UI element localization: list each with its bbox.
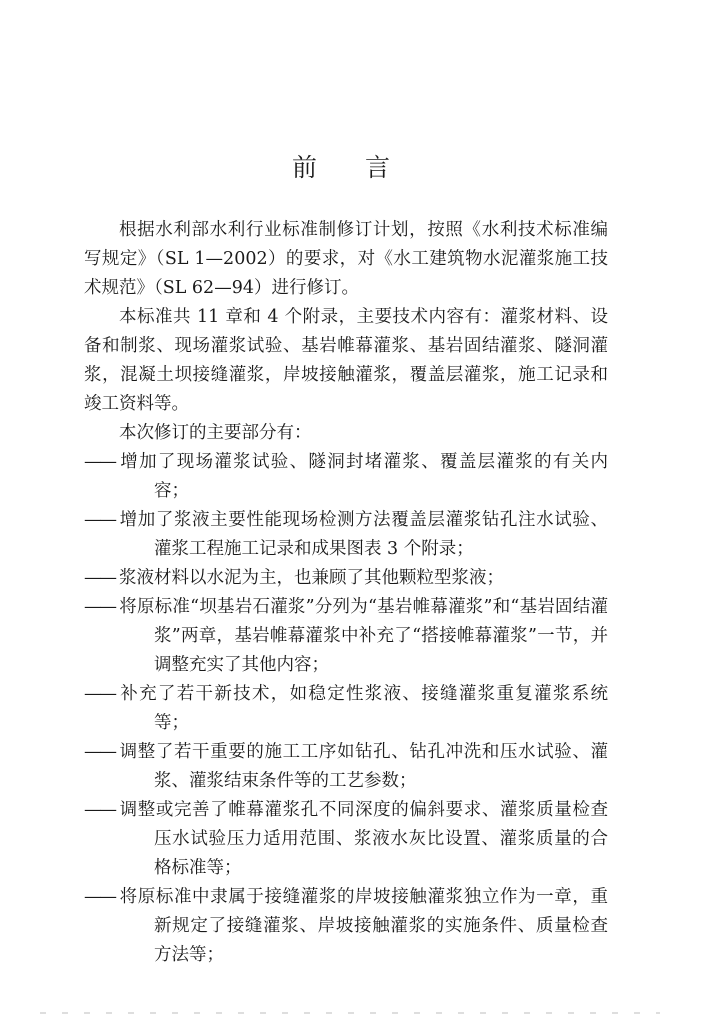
list-item-text: 调整或完善了帷幕灌浆孔不同深度的偏斜要求、灌浆质量检查压水试验压力适用范围、浆液水灰比设置、灌浆质量的合格标准等；	[119, 800, 608, 878]
list-item	[84, 448, 608, 506]
list-dash: ——	[84, 510, 115, 530]
list-dash: ——	[84, 887, 115, 907]
list-item	[84, 796, 608, 883]
list-item-text: 增加了现场灌浆试验、隧洞封堵灌浆、覆盖层灌浆的有关内容；	[119, 452, 608, 501]
page-title: 前言	[291, 153, 438, 182]
list-item-text: 增加了浆液主要性能现场检测方法覆盖层灌浆钻孔注水试验、灌浆工程施工记录和成果图表 3 个附录；	[119, 510, 608, 559]
paragraph-contents-summary: 本标准共 11 章和 4 个附录，主要技术内容有：灌浆材料、设备和制浆、现场灌浆试验、基岩帷幕灌浆、基岩固结灌浆、隧洞灌浆，混凝土坝接缝灌浆，岸坡接触灌浆，覆盖层灌浆，施工记录和竣工资料等。	[84, 307, 608, 414]
list-dash: ——	[84, 597, 115, 617]
list-item	[84, 680, 608, 738]
paragraph-revision-basis: 根据水利部水利行业标准制修订计划，按照《水利技术标准编写规定》（SL 1—2002）的要求，对《水工建筑物水泥灌浆施工技术规范》（SL 62—94）进行修订。	[84, 220, 608, 298]
list-dash: ——	[84, 452, 115, 472]
list-item	[84, 506, 608, 564]
list-dash: ——	[84, 800, 115, 820]
list-dash: ——	[84, 684, 115, 704]
list-item	[84, 593, 608, 680]
list-item	[84, 738, 608, 796]
list-item	[84, 564, 608, 593]
scan-artifact-divider	[40, 1012, 660, 1014]
list-dash: ——	[84, 742, 115, 762]
list-dash: ——	[84, 568, 115, 588]
list-item-text: 补充了若干新技术，如稳定性浆液、接缝灌浆重复灌浆系统等；	[119, 684, 608, 733]
list-item-text: 调整了若干重要的施工工序如钻孔、钻孔冲洗和压水试验、灌浆、灌浆结束条件等的工艺参数；	[119, 742, 608, 791]
list-item	[84, 883, 608, 970]
list-item-text: 将原标准中隶属于接缝灌浆的岸坡接触灌浆独立作为一章，重新规定了接缝灌浆、岸坡接触灌浆的实施条件、质量检查方法等；	[119, 887, 608, 965]
list-item-text: 浆液材料以水泥为主，也兼顾了其他颗粒型浆液；	[119, 568, 504, 588]
list-item-text: 将原标准“坝基岩石灌浆”分列为“基岩帷幕灌浆”和“基岩固结灌浆”两章，基岩帷幕灌浆中补充了“搭接帷幕灌浆”一节，并调整充实了其他内容；	[119, 597, 608, 675]
paragraph-main-changes-intro: 本次修订的主要部分有：	[119, 423, 312, 443]
foreword-body	[84, 216, 608, 970]
